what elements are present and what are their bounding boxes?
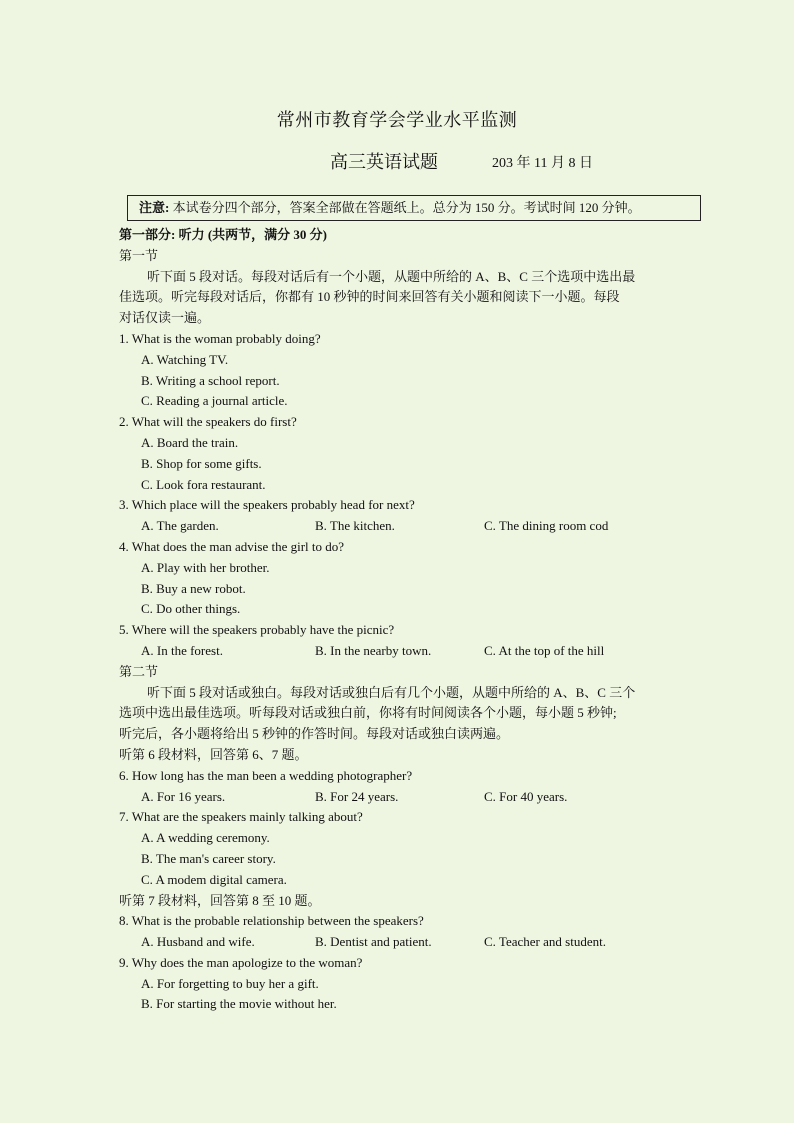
option: C. Reading a journal article. bbox=[141, 393, 288, 409]
option: B. Shop for some gifts. bbox=[141, 455, 262, 471]
option: B. For starting the movie without her. bbox=[141, 996, 337, 1012]
option: A. For forgetting to buy her a gift. bbox=[141, 975, 319, 991]
exam-date: 203 年 11 月 8 日 bbox=[492, 156, 593, 171]
option: C. Look fora restaurant. bbox=[141, 476, 266, 492]
question-stem: 6. How long has the man been a wedding photographer? bbox=[119, 767, 413, 783]
section1-instructions-line: 听下面 5 段对话。每段对话后有一个小题，从题中所给的 A、B、C 三个选项中选出最 bbox=[147, 268, 636, 284]
question-stem: 5. Where will the speakers probably have the picnic? bbox=[119, 622, 395, 638]
material-note: 听第 6 段材料，回答第 6、7 题。 bbox=[119, 746, 308, 762]
options-row bbox=[119, 516, 679, 537]
question-stem: 9. Why does the man apologize to the woman? bbox=[119, 954, 363, 970]
notice-label: 注意: bbox=[139, 200, 170, 215]
section1-label: 第一节 bbox=[119, 247, 159, 263]
section1-instructions-line: 佳选项。听完每段对话后，你都有 10 秒钟的时间来回答有关小题和阅读下一小题。每段 bbox=[119, 289, 620, 305]
question-stem: 2. What will the speakers do first? bbox=[119, 414, 297, 430]
part1-heading: 第一部分: 听力 (共两节，满分 30 分) bbox=[119, 227, 327, 242]
option: B. Buy a new robot. bbox=[141, 580, 246, 596]
question-stem: 7. What are the speakers mainly talking about? bbox=[119, 809, 363, 825]
question-stem: 8. What is the probable relationship between the speakers? bbox=[119, 913, 424, 929]
section2-instructions-line: 听下面 5 段对话或独白。每段对话或独白后有几个小题，从题中所给的 A、B、C 三个 bbox=[147, 684, 636, 700]
option: B. For 24 years. bbox=[315, 788, 399, 804]
option: B. The kitchen. bbox=[315, 518, 395, 534]
option: A. Board the train. bbox=[141, 434, 239, 450]
option: B. Dentist and patient. bbox=[315, 934, 432, 950]
option: B. The man's career story. bbox=[141, 850, 276, 866]
options-row bbox=[119, 932, 679, 953]
option: B. In the nearby town. bbox=[315, 642, 432, 658]
option: C. Teacher and student. bbox=[484, 934, 606, 950]
org-title: 常州市教育学会学业水平监测 bbox=[276, 110, 518, 130]
section1-instructions-line: 对话仅读一遍。 bbox=[119, 310, 211, 326]
option: A. In the forest. bbox=[141, 642, 223, 658]
notice-box bbox=[127, 195, 701, 221]
option: A. For 16 years. bbox=[141, 788, 226, 804]
option: A. The garden. bbox=[141, 518, 219, 534]
option: C. At the top of the hill bbox=[484, 642, 605, 658]
material-note: 听第 7 段材料，回答第 8 至 10 题。 bbox=[119, 892, 321, 908]
option: A. A wedding ceremony. bbox=[141, 830, 270, 846]
section2-instructions-line: 选项中选出最佳选项。听每段对话或独白前，你将有时间阅读各个小题，每小题 5 秒钟; bbox=[119, 705, 617, 721]
option: A. Husband and wife. bbox=[141, 934, 255, 950]
notice-text: 本试卷分四个部分，答案全部做在答题纸上。总分为 150 分。考试时间 120 分钟。 bbox=[169, 200, 641, 215]
option: C. The dining room cod bbox=[484, 518, 609, 534]
option: A. Watching TV. bbox=[141, 351, 229, 367]
option: C. Do other things. bbox=[141, 601, 241, 617]
question-stem: 1. What is the woman probably doing? bbox=[119, 330, 321, 346]
options-row bbox=[119, 787, 679, 808]
option: C. A modem digital camera. bbox=[141, 871, 287, 887]
exam-title: 高三英语试题 bbox=[330, 152, 438, 172]
options-row bbox=[119, 641, 679, 662]
section2-label: 第二节 bbox=[119, 663, 159, 679]
option: C. For 40 years. bbox=[484, 788, 568, 804]
question-stem: 3. Which place will the speakers probably head for next? bbox=[119, 497, 415, 513]
section2-instructions-line: 听完后，各小题将给出 5 秒钟的作答时间。每段对话或独白读两遍。 bbox=[119, 726, 510, 742]
question-stem: 4. What does the man advise the girl to do? bbox=[119, 538, 345, 554]
option: B. Writing a school report. bbox=[141, 372, 280, 388]
exam-body bbox=[119, 225, 679, 1015]
option: A. Play with her brother. bbox=[141, 559, 270, 575]
